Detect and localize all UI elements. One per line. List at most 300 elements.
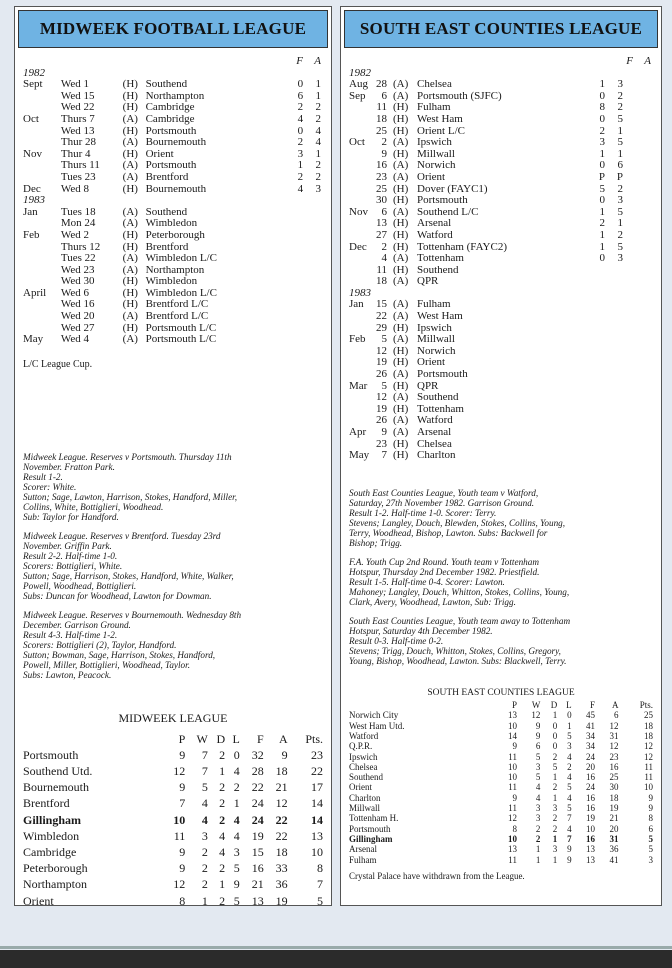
fixture-month [23,242,61,254]
fixture-goals-for [587,276,605,288]
table-cell: 7 [317,877,323,892]
report-line: Subs: Duncan for Woodhead, Lawton for Dowman. [23,591,212,602]
table-cell: 5 [648,844,653,855]
fixture-month: Jan [23,205,38,218]
table-header-cell: Pts. [305,731,323,746]
fixture-goals-for [587,392,605,404]
fixture-goals-for [587,334,605,346]
table-cell: 3 [552,844,558,855]
fixture-date: 5 [381,379,387,392]
fixture-venue: (H) [393,356,409,369]
table-cell: 11 [508,782,517,793]
fixture-month [349,149,371,161]
fixture-venue: (A) [393,426,409,438]
table-cell: 10 [173,812,186,827]
fixture-month: Jan [349,298,364,311]
match-report [349,616,651,666]
fixture-venue: (H) [393,101,409,114]
fixture-venue: (H) [393,263,409,276]
fixture-venue: (H) [122,147,138,160]
fixture-goals-against [303,288,321,300]
table-row [23,747,323,763]
fixture-venue: (H) [393,344,409,357]
fixture-date: Thurs 7 [60,112,95,125]
table-cell: 5 [535,751,541,762]
table-cell: 3 [233,845,240,860]
fixture-goals-for [285,242,303,254]
fixture-opponent: Watford [417,414,453,427]
table-cell: 2 [219,861,226,876]
fixture-goals-for: 0 [599,89,605,102]
fixture-opponent: Fulham [417,298,451,311]
table-cell: 4 [201,796,208,811]
table-cell: 12 [531,710,541,721]
table-cell: 2 [219,812,226,827]
fixture-date: Thur 28 [60,136,97,149]
fixture-date: 27 [376,228,387,241]
table-cell: 12 [609,741,619,752]
fixture-goals-against [605,369,623,381]
table-cell: 22 [275,828,288,843]
fixture-goals-for: 0 [297,78,304,91]
table-cell: 5 [535,772,541,783]
midweek-match-reports [15,452,331,680]
table-row [23,844,323,860]
fixture-venue: (H) [393,194,409,207]
team-name: Millwall [349,803,380,814]
report-line: Scorers: Bottiglieri, White. [23,561,123,572]
table-cell: 0 [567,710,572,721]
fixture-goals-for [587,323,605,335]
table-cell: 9 [281,747,288,762]
fixture-goals-against [605,299,623,311]
fixture-venue: (A) [122,263,138,276]
fixture-month [23,265,61,277]
table-row [349,793,653,803]
fixture-venue: (H) [393,124,409,137]
table-cell: 2 [219,780,226,795]
fixture-goals-for: 3 [297,147,304,160]
fixture-date: 16 [376,159,387,172]
fixtures-header [349,56,651,68]
fixture-venue: (A) [393,89,409,102]
fixture-goals-against: 2 [315,159,321,172]
fixture-date: 9 [381,426,387,438]
fixture-goals-for: 2 [599,217,605,230]
fixture-row [349,230,651,242]
table-cell: 1 [567,720,572,731]
table-cell: 9 [512,741,517,752]
report-line: Clark, Avery, Woodhead, Lawton, Sub: Trigg. [349,596,516,607]
fixture-date: 26 [376,414,387,427]
table-cell: 2 [233,780,240,795]
table-cell: 25 [609,772,619,783]
report-line: Subs: Lawton, Peacock. [23,670,112,681]
fixture-month [349,102,371,114]
table-cell: 7 [567,813,572,824]
fixture-goals-against [605,427,623,439]
table-cell: 2 [552,823,558,834]
fixture-date: 5 [381,333,387,346]
table-cell: 7 [567,833,572,844]
table-cell: 25 [644,710,653,721]
fixture-opponent: QPR [417,379,439,392]
fixture-venue: (A) [393,275,409,288]
south-east-counties-column [340,6,662,906]
table-header-cell: P [178,731,186,746]
table-cell: 1 [552,772,558,783]
fixture-venue: (A) [122,217,138,230]
table-cell: 41 [609,854,619,865]
fixture-row [349,311,651,323]
table-cell: 3 [535,803,541,814]
table-cell: 1 [535,854,541,865]
table-cell: 2 [219,796,226,811]
table-cell: 0 [552,720,558,731]
withdrawn-note: Crystal Palace have withdrawn from the League. [349,870,525,881]
midweek-league-table [23,710,323,908]
table-cell: 1 [219,764,226,779]
fixture-goals-against: 1 [617,217,623,230]
table-cell: 9 [567,854,572,865]
report-line: F.A. Youth Cup 2nd Round. Youth team v Tottenham [349,556,539,567]
fixture-goals-for [587,346,605,358]
table-header-cell [23,731,161,747]
table-cell: 3 [648,854,653,865]
season-year: 1983 [349,286,371,299]
table-cell: 1 [219,877,226,892]
fixture-opponent: Ipswich [417,321,452,334]
table-row [23,828,323,844]
fixture-row [349,427,651,439]
fixture-date: Tues 22 [60,252,96,265]
season-year: 1983 [23,194,45,207]
fixture-venue: (H) [122,228,138,241]
table-cell: 34 [586,730,596,741]
midweek-league-title: MIDWEEK FOOTBALL LEAGUE [18,10,328,48]
team-name: Peterborough [23,861,88,876]
table-row [349,741,653,751]
table-cell: 28 [251,764,264,779]
table-cell: 22 [251,780,264,795]
fixture-date: 12 [376,344,387,357]
table-header-cell: L [232,731,240,746]
fixture-venue: (A) [393,391,409,404]
fixture-date: 19 [376,356,387,369]
table-cell: 2 [219,747,226,762]
fixture-date: 18 [376,275,387,288]
table-cell: 24 [586,782,596,793]
table-cell: 2 [535,833,541,844]
fixture-opponent: Norwich [417,344,456,357]
report-line: Terry, Woodhead, Bishop, Lawton. Subs: Backwell for [349,527,548,538]
fixture-venue: (A) [122,112,138,125]
table-cell: 11 [508,803,517,814]
table-cell: 6 [613,710,619,721]
table-cell: 16 [586,803,596,814]
fixture-goals-against [605,392,623,404]
fixture-goals-for [285,311,303,323]
bottom-divider [0,946,672,949]
fixture-goals-for: 1 [599,228,605,241]
fixture-goals-for: P [598,170,605,183]
table-cell: 12 [507,813,517,824]
fixture-date: 12 [376,391,387,404]
fixture-month [349,172,371,184]
table-cell: 20 [609,823,619,834]
table-header-cell: Pts. [639,700,653,711]
fixture-goals-for [587,369,605,381]
fixture-month [349,392,371,404]
table-cell: 13 [251,893,264,908]
fixture-month [23,160,61,172]
midweek-league-column [14,6,332,906]
fixture-opponent: Tottenham [417,402,464,415]
fixture-goals-against: 5 [617,112,623,125]
table-cell: 9 [648,792,653,803]
fixture-goals-against: 1 [617,124,623,137]
col-for-header: F [626,55,633,67]
table-cell: 3 [567,741,572,752]
fixture-row [349,172,651,184]
report-line: December. Garrison Ground. [23,620,131,631]
fixture-opponent: Orient L/C [417,124,465,137]
fixture-date: Wed 16 [60,298,95,311]
fixture-opponent: Watford [417,228,453,241]
fixture-goals-for: 1 [599,147,605,160]
fixture-opponent: West Ham [417,112,463,125]
table-cell: 2 [535,823,541,834]
fixture-opponent: Charlton [417,449,456,462]
table-cell: 4 [567,772,572,783]
fixture-goals-against [303,230,321,242]
table-cell: 22 [275,812,288,827]
table-cell: 31 [609,730,619,741]
fixture-row [23,137,321,149]
fixture-month: Aug [349,78,368,91]
fixture-row [23,184,321,196]
table-row [23,876,323,892]
midweek-fixtures-list [23,56,321,346]
match-report [349,488,651,548]
fixture-goals-for [285,299,303,311]
fixture-date: 2 [381,240,387,253]
team-name: Orient [23,893,54,908]
table-header-cell: F [257,731,264,746]
table-cell: 2 [552,782,558,793]
fixture-goals-for [285,265,303,277]
fixture-venue: (H) [393,321,409,334]
fixture-venue: (A) [393,159,409,172]
fixture-goals-against [605,346,623,358]
fixture-goals-for: 1 [599,205,605,218]
fixture-goals-against: 1 [617,147,623,160]
table-header-cell: A [279,731,288,746]
fixture-row [349,369,651,381]
fixture-month [349,160,371,172]
report-line: November. Fratton Park. [23,462,115,473]
table-cell: 2 [201,877,208,892]
table-cell: 5 [233,861,240,876]
report-line: November. Griffin Park. [23,541,112,552]
table-cell: 16 [251,861,264,876]
table-cell: 7 [201,764,208,779]
fixture-date: 4 [381,252,387,265]
fixture-opponent: Southend [145,205,188,218]
table-row [23,812,323,828]
report-line: Midweek League. Reserves v Portsmouth. Thursday 11th [23,452,232,463]
fixture-month [349,230,371,242]
fixture-date: 13 [376,217,387,230]
fixture-venue: (A) [393,136,409,149]
table-cell: 9 [179,747,186,762]
report-line: Scorer: White. [23,482,77,493]
table-header-cell: P [511,700,517,711]
fixture-opponent: Wimbledon L/C [145,286,217,299]
fixture-opponent: Tottenham [417,252,464,265]
fixture-row [23,114,321,126]
table-cell: 3 [552,803,558,814]
fixture-month: May [23,333,44,346]
table-cell: 18 [644,720,653,731]
team-name: Brentford [23,796,70,811]
team-name: Tottenham H. [349,813,399,824]
table-cell: 11 [173,828,186,843]
table-row [349,844,653,854]
fixture-month: Nov [349,205,368,218]
table-cell: 21 [251,877,264,892]
fixture-venue: (A) [393,205,409,218]
fixture-goals-for [587,357,605,369]
report-line: Bishop; Trigg. [349,537,403,548]
table-cell: 12 [644,741,653,752]
fixture-date: Thurs 12 [60,240,101,253]
table-cell: 1 [201,893,208,908]
fixture-venue: (A) [393,414,409,427]
fixture-row [349,114,651,126]
fixture-month [23,311,61,323]
table-cell: 10 [507,761,517,772]
fixture-date: 19 [376,402,387,415]
table-row [23,779,323,795]
secl-match-reports [341,488,661,666]
fixtures-header [23,56,321,68]
team-name: Gillingham [349,833,393,844]
secl-league-table [349,688,653,865]
fixture-date: Wed 4 [60,333,90,346]
fixture-venue: (H) [122,89,138,102]
fixture-opponent: Orient [145,147,174,160]
fixture-goals-against: 1 [315,89,321,102]
season-year: 1982 [23,66,45,79]
table-cell: 2 [201,845,208,860]
table-cell: 5 [552,761,558,772]
report-line: Result 1-5. Half-time 0-4. Scorer: Lawton. [349,576,505,587]
table-row [349,803,653,813]
fixture-goals-for [587,415,605,427]
fixture-goals-for: 4 [297,182,304,195]
report-line: Young, Bishop, Woodhead, Lawton. Subs: Blackwell, Terry. [349,655,567,666]
fixture-venue: (H) [393,228,409,241]
fixture-goals-for: 2 [297,136,304,149]
table-cell: 8 [512,823,517,834]
fixture-goals-for [587,265,605,277]
table-cell: 31 [609,833,619,844]
fixture-opponent: Orient [417,170,446,183]
fixture-venue: (H) [393,182,409,195]
fixture-month [349,265,371,277]
report-line: Hotspur, Saturday 4th December 1982. [349,625,493,636]
fixture-venue: (H) [393,437,409,450]
fixture-venue: (A) [393,78,409,91]
fixture-opponent: Chelsea [417,78,452,91]
table-cell: 18 [275,845,288,860]
fixture-month: Feb [23,228,40,241]
table-cell: 9 [512,792,517,803]
table-header-cell: D [550,700,558,711]
table-cell: 16 [586,772,596,783]
fixture-goals-against [605,404,623,416]
table-row [349,782,653,792]
fixture-opponent: Norwich [417,159,456,172]
secl-title: SOUTH EAST COUNTIES LEAGUE [344,10,658,48]
fixture-goals-for [285,323,303,335]
fixture-month: May [349,449,370,462]
secl-fixtures-list [349,56,651,462]
fixture-month [23,126,61,138]
fixture-date: Wed 6 [60,286,90,299]
match-report [349,557,651,607]
fixture-month [23,299,61,311]
fixture-date: 6 [381,205,387,218]
table-header-cell: W [531,700,541,711]
table-row [349,834,653,844]
table-cell: 10 [644,782,653,793]
fixture-opponent: Portsmouth L/C [145,333,217,346]
table-cell: 9 [648,803,653,814]
table-cell: 9 [179,861,186,876]
report-line: Hotspur, Thursday 2nd December 1982. Priestfield. [349,566,540,577]
fixture-goals-for: 2 [297,101,304,114]
fixture-opponent: Portsmouth (SJFC) [417,89,502,102]
fixture-row [349,450,651,462]
table-cell: 13 [586,854,596,865]
table-header-cell: D [216,731,226,746]
table-cell: 24 [251,796,264,811]
fixture-goals-against: 5 [617,136,623,149]
table-cell: 5 [233,893,240,908]
fixture-goals-for [285,218,303,230]
table-cell: 7 [201,747,208,762]
table-row [23,893,323,909]
fixture-month [23,137,61,149]
table-cell: 5 [201,780,208,795]
fixture-goals-against [605,381,623,393]
match-report [23,452,321,522]
fixture-opponent: QPR [417,275,439,288]
fixture-row [349,253,651,265]
team-name: Norwich City [349,710,399,721]
table-cell: 4 [567,751,572,762]
fixture-goals-against [303,276,321,288]
table-cell: 4 [535,782,541,793]
report-line: Result 4-3. Half-time 1-2. [23,630,118,641]
fixture-goals-for: 2 [297,170,304,183]
report-line: Saturday, 27th November 1982. Garrison Ground. [349,497,535,508]
table-cell: 9 [179,845,186,860]
fixture-date: Wed 27 [60,321,95,334]
fixture-goals-for: 1 [297,159,304,172]
